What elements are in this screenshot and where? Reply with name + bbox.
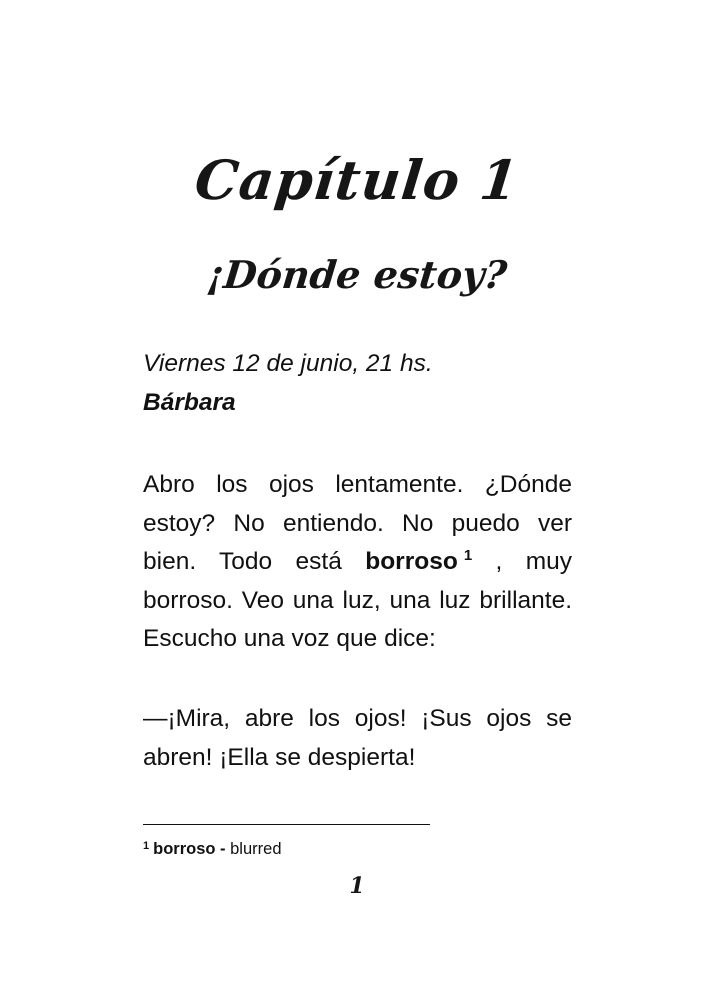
footnote (143, 838, 572, 860)
paragraph-1 (143, 466, 572, 659)
chapter-subtitle: ¡Dónde estoy? (204, 252, 510, 297)
footnote-definition: blurred (225, 840, 282, 858)
paragraph-1-text-end: , muy borroso. Veo una luz, una luz brillante. Escucho una voz que dice: (143, 548, 572, 652)
footnote-number: 1 (143, 840, 150, 852)
chapter-title: Capítulo 1 (191, 148, 523, 212)
scene-speaker: Bárbara (143, 389, 236, 416)
scene-dateline: Viernes 12 de junio, 21 hs. (143, 350, 433, 377)
footnote-divider (143, 824, 430, 825)
paragraph-2: —¡Mira, abre los ojos! ¡Sus ojos se abren! ¡Ella se despierta! (143, 705, 572, 771)
footnote-term: borroso - (153, 840, 226, 858)
paragraph-1-text-start: Abro los ojos lentamente. ¿Dónde estoy? No entiendo. No puedo ver bien. Todo está (143, 471, 572, 575)
footnote-reference[interactable]: 1 (463, 547, 473, 564)
vocabulary-term: borroso (365, 548, 458, 575)
page-number: 1 (349, 873, 365, 899)
